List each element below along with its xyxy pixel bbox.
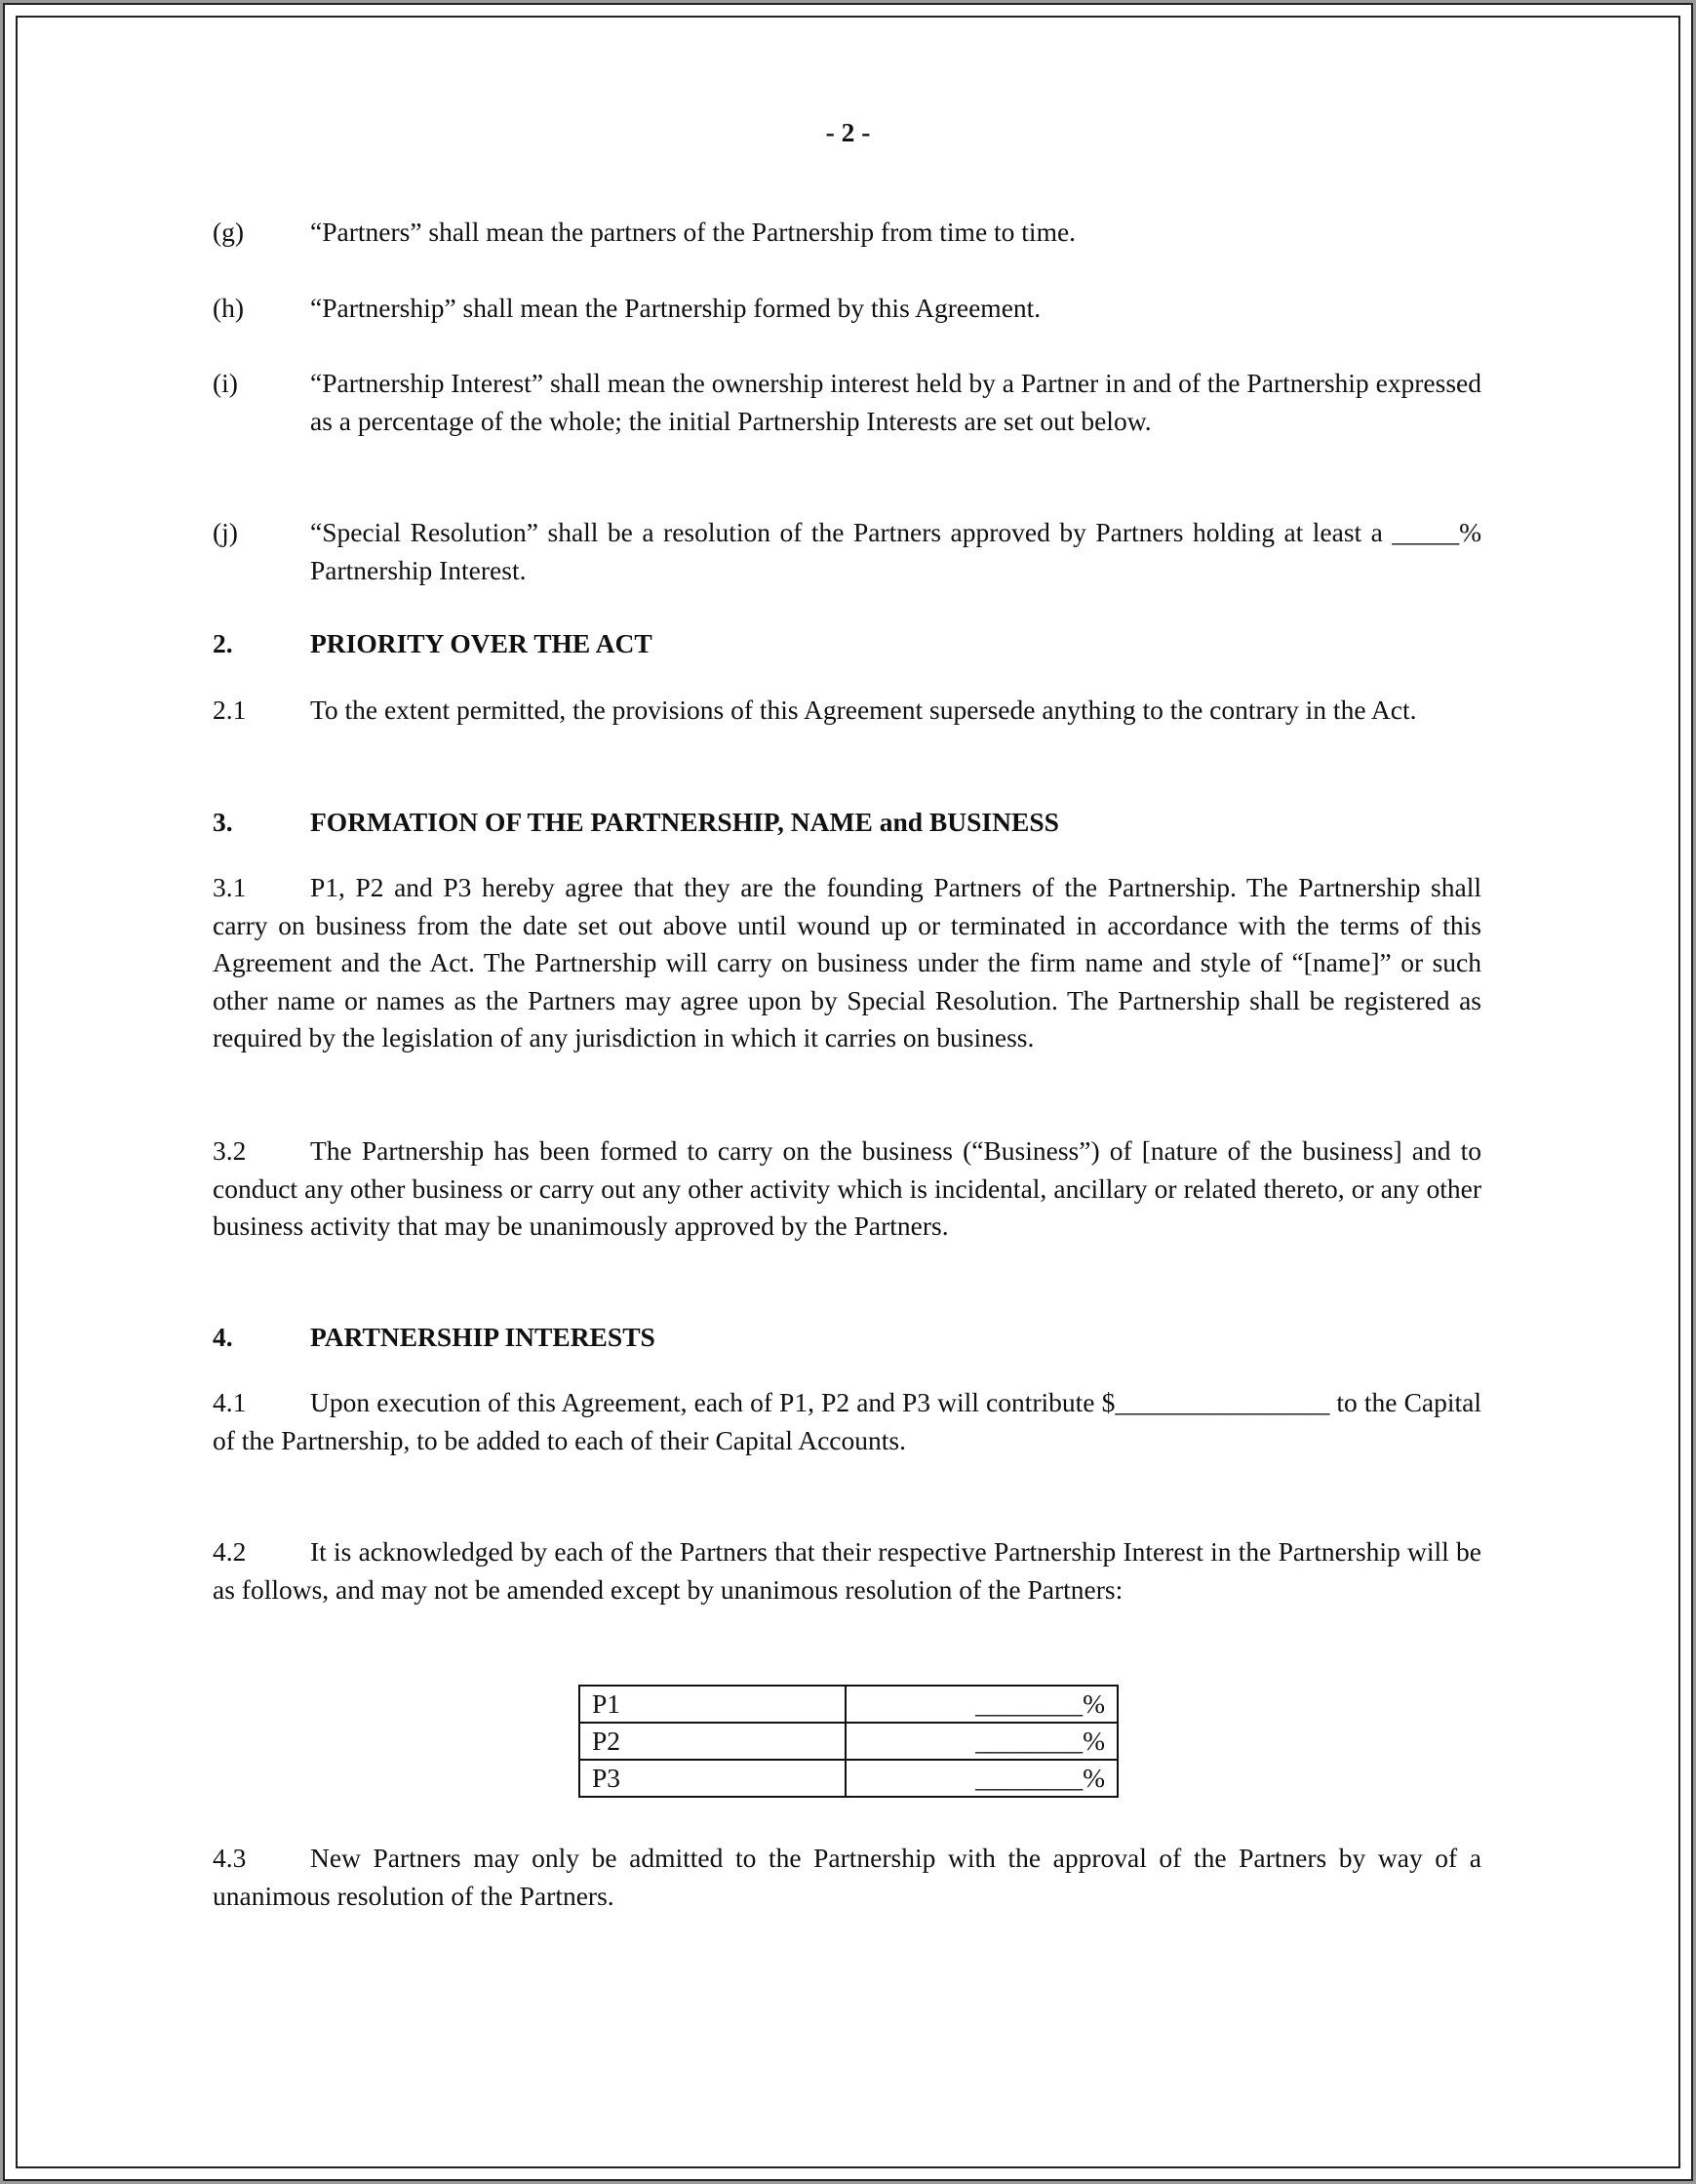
paragraph-4-3 bbox=[213, 1840, 1481, 1915]
paragraph-4-2 bbox=[213, 1533, 1481, 1608]
interest-cell: ________% bbox=[846, 1686, 1118, 1723]
section-title: PARTNERSHIP INTERESTS bbox=[310, 1322, 655, 1352]
definition-label: (g) bbox=[213, 217, 245, 247]
paragraph-text: It is acknowledged by each of the Partners that their respective Partnership Interest in the Partnership will be as follows, and may not be amended except by unanimous resolution of the Partners: bbox=[213, 1536, 1481, 1605]
definition-label: (i) bbox=[213, 368, 238, 398]
paragraph-4-1 bbox=[213, 1384, 1481, 1459]
definition-g bbox=[213, 214, 1481, 252]
partner-cell: P1 bbox=[579, 1686, 846, 1723]
paragraph-number: 3.1 bbox=[213, 872, 247, 902]
paragraph-text: P1, P2 and P3 hereby agree that they are the founding Partners of the Partnership. The Partnership shall carry on business from the date set out above until wound up or terminated in accordance with the terms of this Agreement and the Act. The Partnership will carry on business under the firm name and style of “[name]” or such other name or names as the Partners may agree upon by Special Resolution. The Partnership shall be registered as required by the legislation of any jurisdiction in which it carries on business. bbox=[213, 872, 1481, 1052]
interest-cell: ________% bbox=[846, 1760, 1118, 1797]
section-3-heading bbox=[213, 804, 1481, 842]
partnership-interest-table bbox=[578, 1685, 1119, 1798]
table-row bbox=[579, 1760, 1118, 1797]
partner-cell: P3 bbox=[579, 1760, 846, 1797]
paragraph-number: 3.2 bbox=[213, 1135, 247, 1166]
section-number: 4. bbox=[213, 1322, 233, 1352]
definition-label: (h) bbox=[213, 293, 245, 323]
section-number: 2. bbox=[213, 628, 233, 658]
definition-h bbox=[213, 290, 1481, 328]
table-row bbox=[579, 1686, 1118, 1723]
section-2-heading bbox=[213, 625, 1481, 663]
section-number: 3. bbox=[213, 807, 233, 837]
paragraph-number: 2.1 bbox=[213, 695, 247, 725]
definition-label: (j) bbox=[213, 517, 238, 547]
paragraph-number: 4.2 bbox=[213, 1536, 247, 1567]
definition-i bbox=[213, 365, 1481, 440]
paragraph-number: 4.3 bbox=[213, 1843, 247, 1873]
definition-text: “Special Resolution” shall be a resolution of the Partners approved by Partners holding at least a _____% Partnership Interest. bbox=[310, 517, 1481, 585]
paragraph-text: The Partnership has been formed to carry on the business (“Business”) of [nature of the business] and to conduct any other business or carry out any other activity which is incidental, ancillary or related thereto, or any other business activity that may be unanimously approved by the Partners. bbox=[213, 1135, 1481, 1241]
definition-text: “Partnership Interest” shall mean the ownership interest held by a Partner in and of the Partnership expressed as a percentage of the whole; the initial Partnership Interests are set out below. bbox=[310, 368, 1481, 436]
section-title: FORMATION OF THE PARTNERSHIP, NAME and BUSINESS bbox=[310, 807, 1059, 837]
partner-cell: P2 bbox=[579, 1723, 846, 1760]
paragraph-2-1 bbox=[213, 692, 1481, 730]
table-row bbox=[579, 1723, 1118, 1760]
paragraph-3-1 bbox=[213, 869, 1481, 1057]
definition-text: “Partners” shall mean the partners of the Partnership from time to time. bbox=[310, 217, 1077, 247]
paragraph-number: 4.1 bbox=[213, 1387, 247, 1417]
definition-j bbox=[213, 514, 1481, 589]
page-number: - 2 - bbox=[825, 117, 871, 147]
definition-text: “Partnership” shall mean the Partnership formed by this Agreement. bbox=[310, 293, 1042, 323]
section-4-heading bbox=[213, 1319, 1481, 1357]
paragraph-text: To the extent permitted, the provisions of this Agreement supersede anything to the contrary in the Act. bbox=[310, 695, 1417, 725]
paragraph-text: New Partners may only be admitted to the Partnership with the approval of the Partners by way of a unanimous resolution of the Partners. bbox=[213, 1843, 1481, 1911]
section-title: PRIORITY OVER THE ACT bbox=[310, 628, 652, 658]
paragraph-3-2 bbox=[213, 1132, 1481, 1246]
interest-cell: ________% bbox=[846, 1723, 1118, 1760]
paragraph-text: Upon execution of this Agreement, each of P1, P2 and P3 will contribute $________________ to the Capital of the Partnership, to be added to each of their Capital Accounts. bbox=[213, 1387, 1481, 1455]
